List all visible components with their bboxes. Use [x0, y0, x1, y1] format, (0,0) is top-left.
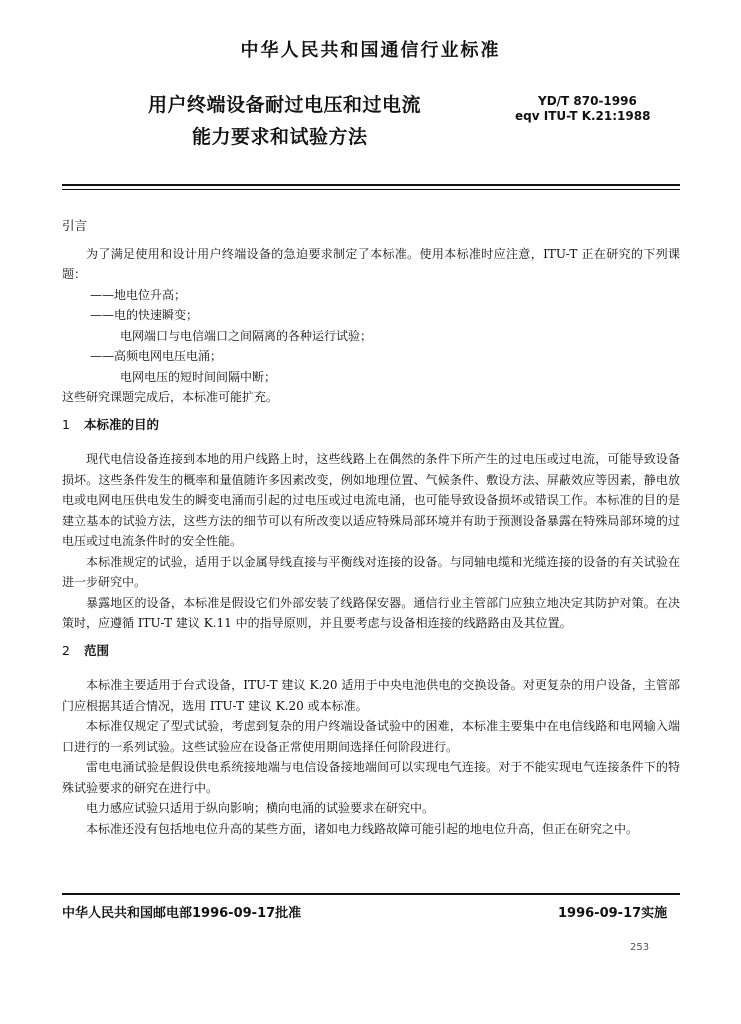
- intro-heading: 引言: [62, 218, 88, 233]
- intro-list-item: ——高频电网电压电涌；: [90, 349, 223, 363]
- section-1-title: 本标准的目的: [84, 416, 160, 432]
- section-2-title: 范围: [84, 642, 110, 658]
- intro-closing: 这些研究课题完成后，本标准可能扩充。: [62, 390, 279, 404]
- document-title-line1: 用户终端设备耐过电压和过电流: [148, 94, 422, 116]
- section-1-number: 1: [62, 416, 70, 432]
- intro-paragraph: 为了满足使用和设计用户终端设备的急迫要求制定了本标准。使用本标准时应注意，ITU-T 正在研究的下列课题：: [62, 246, 680, 281]
- section-2-paragraph: 电力感应试验只适用于纵向影响；横向电涌的试验要求在研究中。: [86, 801, 435, 815]
- section-1-paragraph: 暴露地区的设备，本标准是假设它们外部安装了线路保安器。通信行业主管部门应独立地决定其防护对策。在决策时，应遵循 ITU-T 建议 K.11 中的指导原则，并且要考虑与设备相连接的线路路由及其位置。: [62, 595, 680, 630]
- approval-line: 中华人民共和国邮电部1996-09-17批准: [62, 906, 302, 921]
- section-2-heading: [62, 641, 680, 662]
- section-1-paragraph: 本标准规定的试验，适用于以金属导线直接与平衡线对连接的设备。与同轴电缆和光缆连接的设备的有关试验在进一步研究中。: [62, 554, 680, 589]
- header-rule-thin: [62, 189, 680, 190]
- intro-list-item: ——电的快速瞬变；: [90, 308, 199, 322]
- section-2-paragraph: 本标准还没有包括地电位升高的某些方面，诸如电力线路故障可能引起的地电位升高，但正在研究之中。: [86, 821, 639, 836]
- header-rule-thick: [62, 184, 680, 186]
- standard-header: 中华人民共和国通信行业标准: [240, 40, 501, 61]
- implementation-date: 1996-09-17实施: [558, 906, 668, 921]
- intro-list-item: 电网端口与电信端口之间隔离的各种运行试验；: [120, 328, 373, 343]
- section-1-heading: [62, 415, 680, 436]
- intro-list-item: 电网电压的短时间间隔中断；: [120, 369, 277, 384]
- standard-code: YD/T 870-1996: [538, 94, 637, 108]
- section-1-paragraph: 现代电信设备连接到本地的用户线路上时，这些线路上在偶然的条件下所产生的过电压或过电流，可能导致设备损坏。这些条件发生的概率和量值随许多因素改变，例如地理位置、气候条件、敷设方法、屏蔽效应等因素，静电放电或电网电压供电发生的瞬变电涌而引起的过电压或过电流电涌，也可能导致设备损坏或错误工作。本标准的目的是建立基本的试验方法，这些方法的细节可以有所改变以适应特殊局部环境并有助于预测设备暴露在特殊局部环境的过电压或过电流条件时的安全性能。: [62, 452, 680, 548]
- page-number: 253: [630, 942, 650, 953]
- section-2-paragraph: 本标准仅规定了型式试验，考虑到复杂的用户终端设备试验中的困难，本标准主要集中在电信线路和电网输入端口进行的一系列试验。这些试验应在设备正常使用期间选择任何阶段进行。: [62, 719, 680, 754]
- intro-list-item: ——地电位升高；: [90, 287, 187, 302]
- document-title-line2: 能力要求和试验方法: [192, 126, 368, 148]
- section-2-paragraph: 本标准主要适用于台式设备，ITU-T 建议 K.20 适用于中央电池供电的交换设备。对更复杂的用户设备，主管部门应根据其适合情况，选用 ITU-T 建议 K.20 或本标准。: [62, 678, 680, 713]
- section-2-paragraph: 雷电电涌试验是假设供电系统接地端与电信设备接地端间可以实现电气连接。对于不能实现电气连接条件下的特殊试验要求的研究在进行中。: [62, 760, 680, 795]
- document-body: [62, 216, 680, 839]
- footer-rule: [62, 893, 680, 895]
- section-2-number: 2: [62, 642, 70, 658]
- standard-equivalent: eqv ITU-T K.21:1988: [515, 109, 651, 123]
